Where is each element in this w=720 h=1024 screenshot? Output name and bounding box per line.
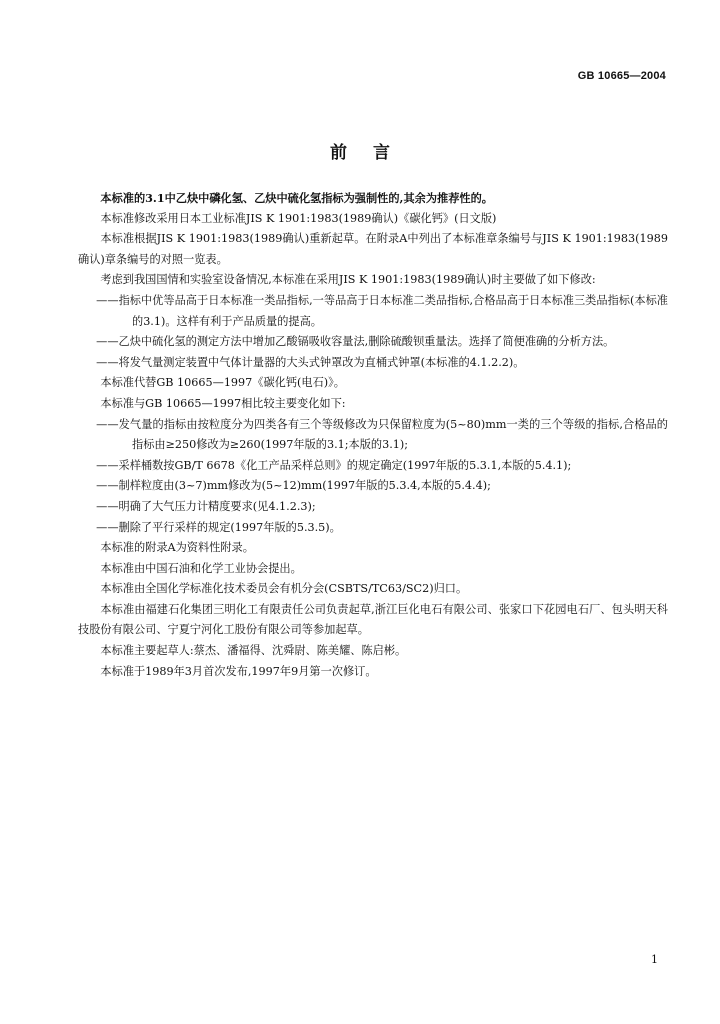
list-item: ——制样粒度由(3~7)mm修改为(5~12)mm(1997年版的5.3.4,本版的5.4.4); [96,479,491,493]
list-item: ——指标中优等品高于日本标准一类品指标,一等品高于日本标准二类品指标,合格品高于日本标准三类品指标(本标准的3.1)。这样有利于产品质量的提高。 [96,293,668,328]
paragraph: 本标准的3.1中乙炔中磷化氢、乙炔中硫化氢指标为强制性的,其余为推荐性的。 [100,191,493,205]
foreword-body [78,188,668,682]
page-title: 前言 [330,143,416,163]
page-number: 1 [651,953,658,966]
paragraph: 本标准由全国化学标准化技术委员会有机分会(CSBTS/TC63/SC2)归口。 [100,582,468,596]
list-item: ——删除了平行采样的规定(1997年版的5.3.5)。 [96,520,341,534]
list-item: ——采样桶数按GB/T 6678《化工产品采样总则》的规定确定(1997年版的5.3.1,本版的5.4.1); [96,458,572,472]
list-item: ——乙炔中硫化氢的测定方法中增加乙酸镉吸收容量法,删除硫酸钡重量法。选择了简便准确的分析方法。 [96,335,615,349]
paragraph: 本标准主要起草人:蔡杰、潘福得、沈舜尉、陈美耀、陈启彬。 [100,644,407,658]
paragraph: 本标准由中国石油和化学工业协会提出。 [100,561,302,575]
paragraph: 考虑到我国国情和实验室设备情况,本标准在采用JIS K 1901:1983(1989确认)时主要做了如下修改: [100,273,596,287]
standard-code: GB 10665—2004 [577,70,666,82]
paragraph: 本标准代替GB 10665—1997《碳化钙(电石)》。 [100,376,345,390]
paragraph: 本标准于1989年3月首次发布,1997年9月第一次修订。 [100,664,377,678]
paragraph: 本标准修改采用日本工业标准JIS K 1901:1983(1989确认)《碳化钙》(日文版) [100,211,497,225]
list-item: ——明确了大气压力计精度要求(见4.1.2.3); [96,499,316,513]
paragraph: 本标准根据JIS K 1901:1983(1989确认)重新起草。在附录A中列出了本标准章条编号与JIS K 1901:1983(1989确认)章条编号的对照一览表。 [78,232,668,266]
list-item: ——将发气量测定装置中气体计量器的大头式钟罩改为直桶式钟罩(本标准的4.1.2.2)。 [96,355,525,369]
paragraph: 本标准由福建石化集团三明化工有限责任公司负责起草,浙江巨化电石有限公司、张家口下花园电石厂、包头明天科技股份有限公司、宁夏宁河化工股份有限公司等参加起草。 [78,602,668,637]
list-item: ——发气量的指标由按粒度分为四类各有三个等级修改为只保留粒度为(5~80)mm一类的三个等级的指标,合格品的指标由≥250修改为≥260(1997年版的3.1;本版的3.1); [96,417,668,452]
paragraph: 本标准的附录A为资料性附录。 [100,541,254,555]
paragraph: 本标准与GB 10665—1997相比较主要变化如下: [100,396,346,410]
